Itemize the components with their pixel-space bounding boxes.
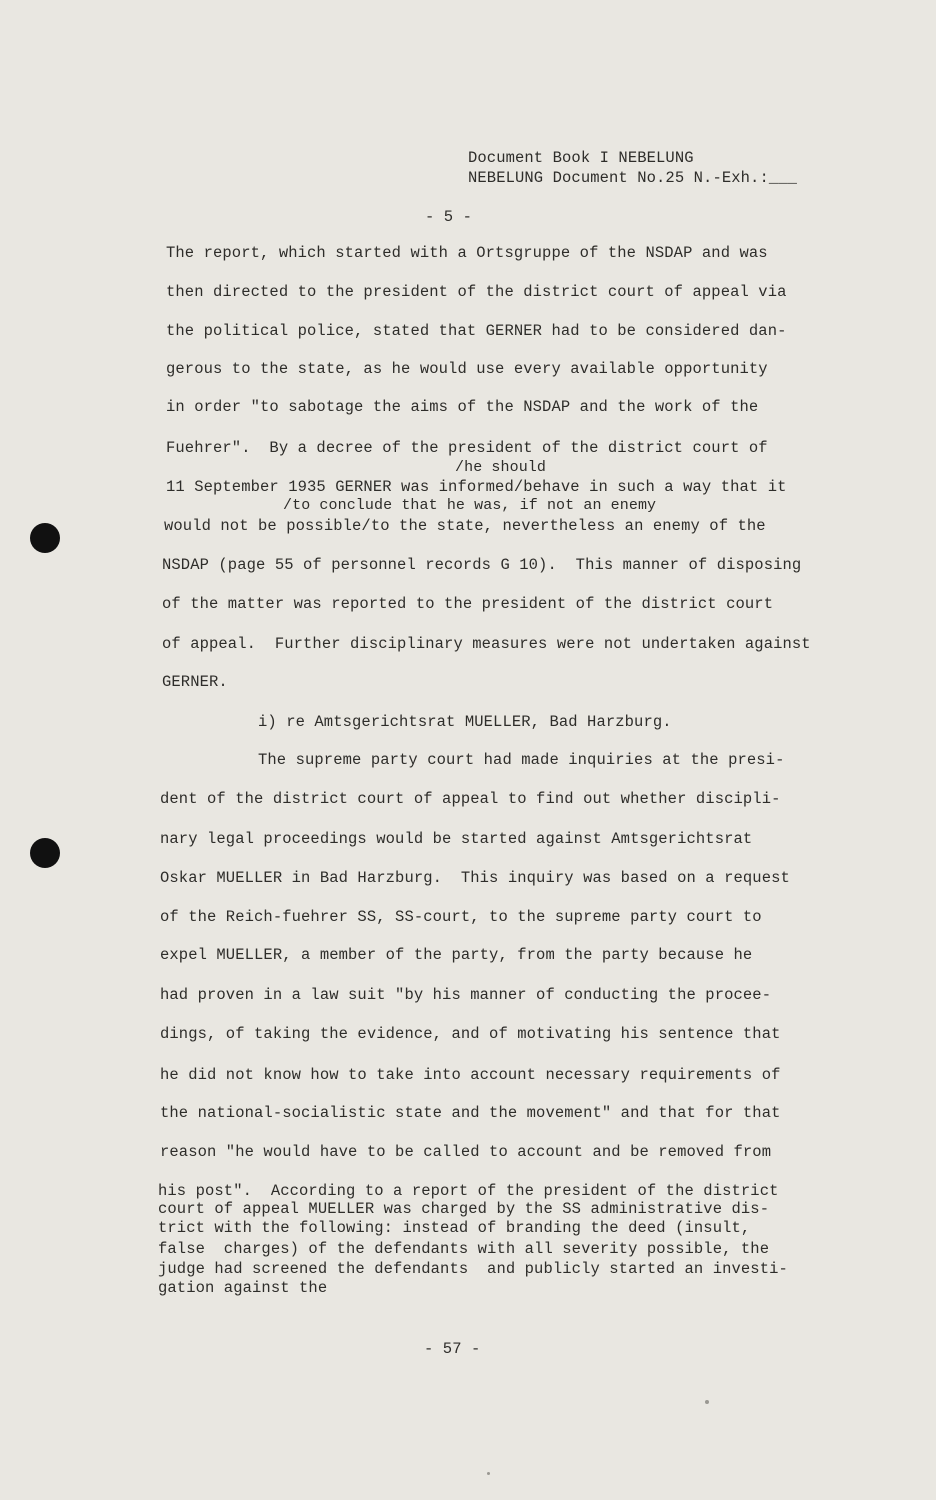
interlinear-insert: /he should <box>455 459 547 476</box>
footer-page-number: - 57 - <box>424 1340 481 1358</box>
body-line: he did not know how to take into account necessary requirements of <box>160 1066 781 1084</box>
body-line: of the Reich-fuehrer SS, SS-court, to the supreme party court to <box>160 908 762 926</box>
body-line: NSDAP (page 55 of personnel records G 10). This manner of disposing <box>162 556 802 574</box>
body-line: then directed to the president of the district court of appeal via <box>166 283 787 301</box>
header-doc-book: Document Book I NEBELUNG <box>468 149 694 167</box>
punch-hole-bottom <box>30 838 60 868</box>
paper-speck <box>705 1400 709 1404</box>
interlinear-insert: /to conclude that he was, if not an enemy <box>283 497 657 514</box>
body-line: gerous to the state, as he would use every available opportunity <box>166 360 768 378</box>
body-line: in order "to sabotage the aims of the NSDAP and the work of the <box>166 398 759 416</box>
body-line: had proven in a law suit "by his manner of conducting the procee- <box>160 986 772 1004</box>
body-line: 11 September 1935 GERNER was informed/behave in such a way that it <box>166 478 787 496</box>
body-line-single: his post". According to a report of the president of the district <box>158 1182 779 1200</box>
paper-speck <box>487 1472 490 1475</box>
body-line-single: judge had screened the defendants and publicly started an investi- <box>158 1260 788 1278</box>
body-line: the national-socialistic state and the movement" and that for that <box>160 1104 781 1122</box>
body-line: dings, of taking the evidence, and of motivating his sentence that <box>160 1025 781 1043</box>
body-line: of appeal. Further disciplinary measures were not undertaken against <box>162 635 811 653</box>
page-marker: - 5 - <box>425 208 473 226</box>
section-heading: i) re Amtsgerichtsrat MUELLER, Bad Harzburg. <box>258 713 672 731</box>
body-line-single: gation against the <box>158 1279 328 1297</box>
body-line: expel MUELLER, a member of the party, from the party because he <box>160 946 753 964</box>
body-line-single: court of appeal MUELLER was charged by the SS administrative dis- <box>158 1200 770 1218</box>
body-line: reason "he would have to be called to account and be removed from <box>160 1143 772 1161</box>
body-line: GERNER. <box>162 673 228 691</box>
body-line: nary legal proceedings would be started against Amtsgerichtsrat <box>160 830 753 848</box>
body-line: dent of the district court of appeal to find out whether discipli- <box>160 790 781 808</box>
body-line: the political police, stated that GERNER had to be considered dan- <box>166 322 787 340</box>
body-line: Oskar MUELLER in Bad Harzburg. This inquiry was based on a request <box>160 869 790 887</box>
body-line: The supreme party court had made inquiries at the presi- <box>258 751 785 769</box>
body-line: of the matter was reported to the president of the district court <box>162 595 774 613</box>
body-line-single: false charges) of the defendants with all severity possible, the <box>158 1240 770 1258</box>
body-line: The report, which started with a Ortsgruppe of the NSDAP and was <box>166 244 768 262</box>
punch-hole-top <box>30 523 60 553</box>
body-line-single: trict with the following: instead of branding the deed (insult, <box>158 1219 751 1237</box>
header-doc-number: NEBELUNG Document No.25 N.-Exh.:___ <box>468 169 798 187</box>
body-line: Fuehrer". By a decree of the president of the district court of <box>166 439 768 457</box>
body-line: would not be possible/to the state, nevertheless an enemy of the <box>164 517 766 535</box>
